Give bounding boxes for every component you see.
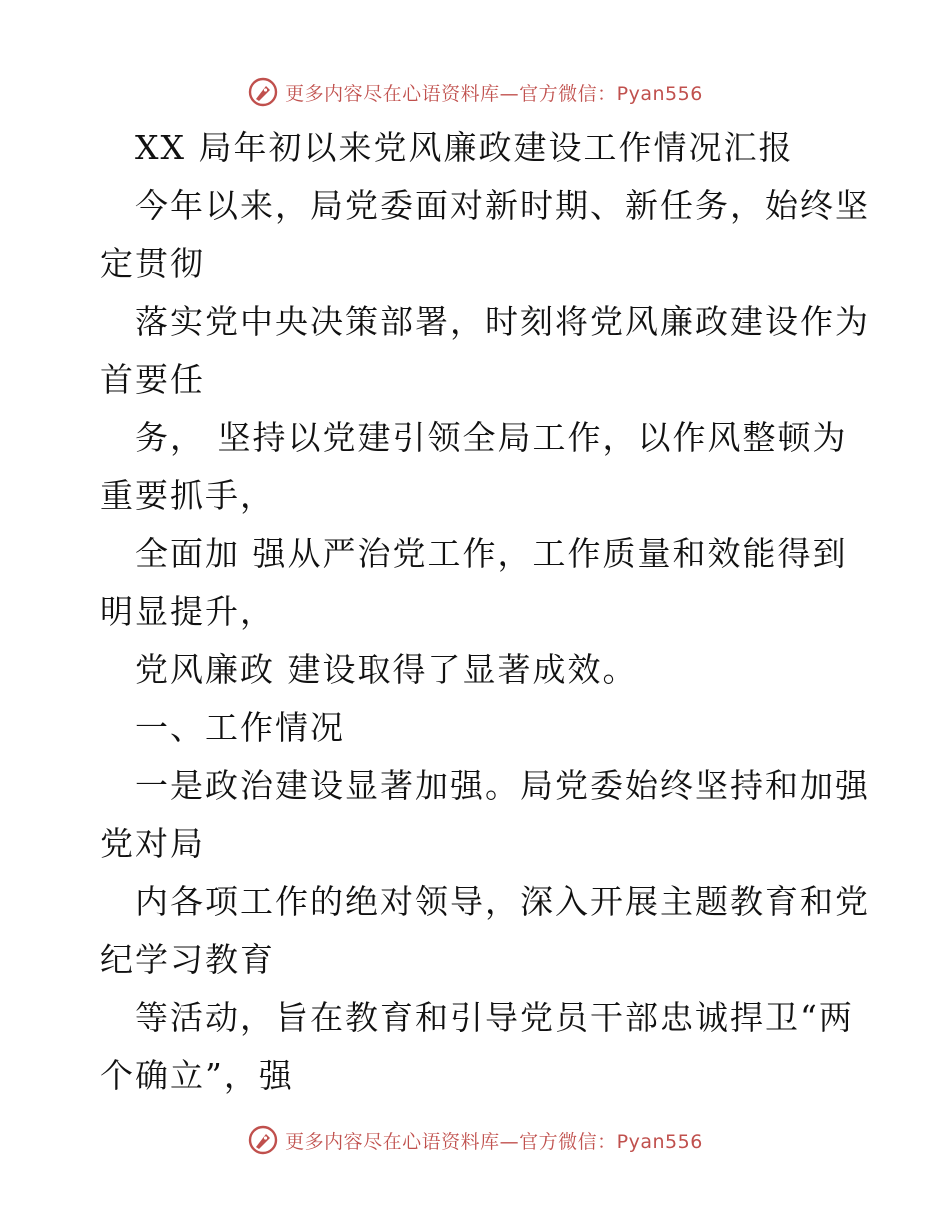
paragraph-line: 落实党中央决策部署，时刻将党风廉政建设作为 bbox=[135, 302, 870, 341]
paragraph-line: 党风廉政 建设取得了显著成效。 bbox=[135, 650, 638, 689]
paragraph-line: 首要任 bbox=[100, 360, 205, 399]
header-banner-text: 更多内容尽在心语资料库—官方微信：Pyan556 bbox=[285, 82, 703, 105]
paragraph-line: 明显提升， bbox=[100, 592, 275, 631]
paragraph-line: 纪学习教育 bbox=[100, 940, 275, 979]
paragraph-line: 重要抓手， bbox=[100, 476, 275, 515]
pen-nib-seal-icon bbox=[247, 1124, 279, 1156]
paragraph-line: 一是政治建设显著加强。局党委始终坚持和加强 bbox=[135, 766, 870, 805]
footer-banner-text: 更多内容尽在心语资料库—官方微信：Pyan556 bbox=[285, 1130, 703, 1153]
section-heading: 一、工作情况 bbox=[135, 708, 345, 747]
pen-nib-seal-icon bbox=[247, 76, 279, 108]
paragraph-line: 全面加 强从严治党工作，工作质量和效能得到 bbox=[135, 534, 848, 573]
paragraph-line: 今年以来，局党委面对新时期、新任务，始终坚 bbox=[135, 186, 870, 225]
paragraph-line: 个确立”，强 bbox=[100, 1056, 294, 1095]
paragraph-line: 党对局 bbox=[100, 824, 205, 863]
paragraph-line: 等活动，旨在教育和引导党员干部忠诚捍卫“两 bbox=[135, 998, 854, 1037]
footer-banner bbox=[0, 1120, 950, 1160]
paragraph-line: 定贯彻 bbox=[100, 244, 205, 283]
paragraph-line: 内各项工作的绝对领导，深入开展主题教育和党 bbox=[135, 882, 870, 921]
header-banner bbox=[0, 72, 950, 112]
paragraph-line: 务， 坚持以党建引领全局工作，以作风整顿为 bbox=[135, 418, 848, 457]
document-title: XX 局年初以来党风廉政建设工作情况汇报 bbox=[135, 128, 794, 167]
